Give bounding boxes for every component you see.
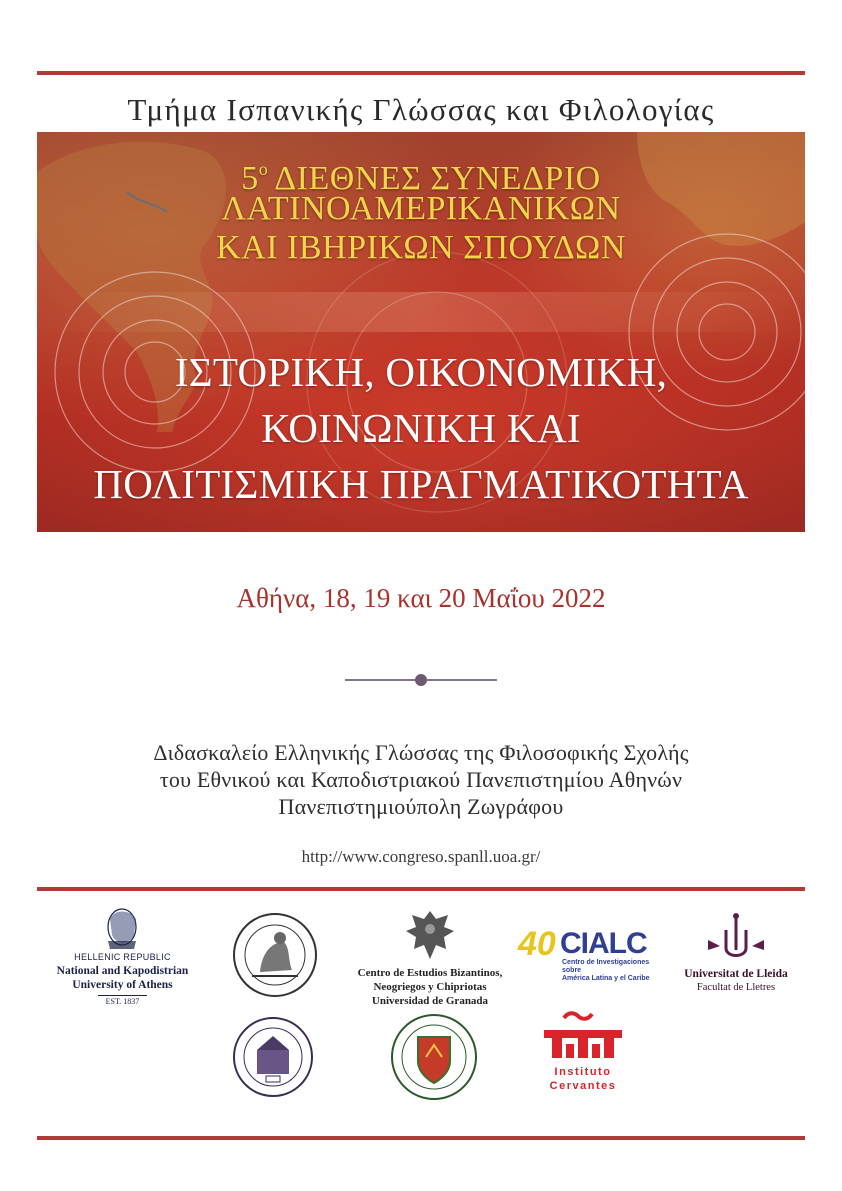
uoa-logo	[50, 905, 195, 1010]
cervantes-emblem-icon	[538, 1010, 628, 1062]
event-dates: Αθήνα, 18, 19 και 20 Μαΐου 2022	[236, 583, 606, 613]
cervantes-logo	[538, 1010, 628, 1095]
uoa-established: EST. 1837	[98, 995, 147, 1006]
cialc-logo	[518, 925, 658, 985]
lleida-logo	[676, 910, 796, 1000]
cialc-anniversary: 40	[518, 925, 556, 963]
university-seal-2-icon	[232, 1016, 314, 1098]
granada-line-3: Universidad de Granada	[371, 995, 489, 1007]
conference-title-text: ΔΙΕΘΝΕΣ ΣΥΝΕΔΡΙΟ	[274, 160, 601, 197]
granada-logo	[340, 905, 520, 1005]
double-headed-eagle-icon	[340, 905, 520, 965]
venue-line-3: Πανεπιστημιούπολη Ζωγράφου	[278, 794, 564, 819]
cervantes-line-2: Cervantes	[549, 1080, 617, 1092]
lleida-emblem-icon	[676, 910, 796, 965]
website-url[interactable]: http://www.congreso.spanll.uoa.gr/	[301, 847, 541, 866]
ordinal-superscript: ο	[258, 159, 269, 179]
venue-line-2: του Εθνικού και Καποδιστριακού Πανεπιστημίου Αθηνών	[159, 767, 683, 792]
top-divider	[37, 71, 805, 75]
lleida-line-2: Facultat de Lletres	[696, 982, 776, 993]
granada-line-2: Neogriegos y Chipriotas	[373, 981, 487, 993]
conference-title-line-3: ΚΑΙ ΙΒΗΡΙΚΩΝ ΣΠΟΥΔΩΝ	[216, 229, 626, 266]
bottom-divider	[37, 1136, 805, 1140]
ornament-divider	[345, 673, 497, 687]
department-heading: Τμήμα Ισπανικής Γλώσσας και Φιλολογίας	[127, 92, 715, 127]
conference-number: 5	[241, 160, 259, 197]
uoa-line-2: National and Kapodistrian	[56, 965, 189, 977]
cialc-subtitle-line-1: Centro de Investigaciones sobre	[562, 959, 650, 974]
conference-title-line-2: ΛΑΤΙΝΟΑΜΕΡΙΚΑΝΙΚΩΝ	[221, 190, 621, 227]
theme-line-2: ΚΟΙΝΩΝΙΚΗ ΚΑΙ	[261, 405, 581, 451]
uoa-line-1: HELLENIC REPUBLIC	[74, 952, 171, 962]
conference-banner	[37, 132, 805, 532]
theme-line-3: ΠΟΛΙΤΙΣΜΙΚΗ ΠΡΑΓΜΑΤΙΚΟΤΗΤΑ	[93, 461, 749, 507]
venue-line-1: Διδασκαλείο Ελληνικής Γλώσσας της Φιλοσοφικής Σχολής	[153, 740, 689, 765]
middle-divider	[37, 887, 805, 891]
lleida-line-1: Universitat de Lleida	[684, 968, 788, 980]
cialc-subtitle	[562, 959, 662, 983]
cialc-subtitle-line-2: América Latina y el Caribe	[562, 975, 650, 982]
szeged-seal-icon	[390, 1013, 478, 1101]
university-seal-icon	[232, 912, 318, 998]
theme-line-1: ΙΣΤΟΡΙΚΗ, ΟΙΚΟΝΟΜΙΚΗ,	[174, 349, 668, 395]
granada-line-1: Centro de Estudios Bizantinos,	[357, 967, 503, 979]
athena-head-icon	[50, 905, 195, 951]
cervantes-line-1: Instituto	[554, 1066, 612, 1078]
cialc-name: CIALC	[560, 927, 647, 960]
uoa-line-3: University of Athens	[72, 979, 173, 991]
